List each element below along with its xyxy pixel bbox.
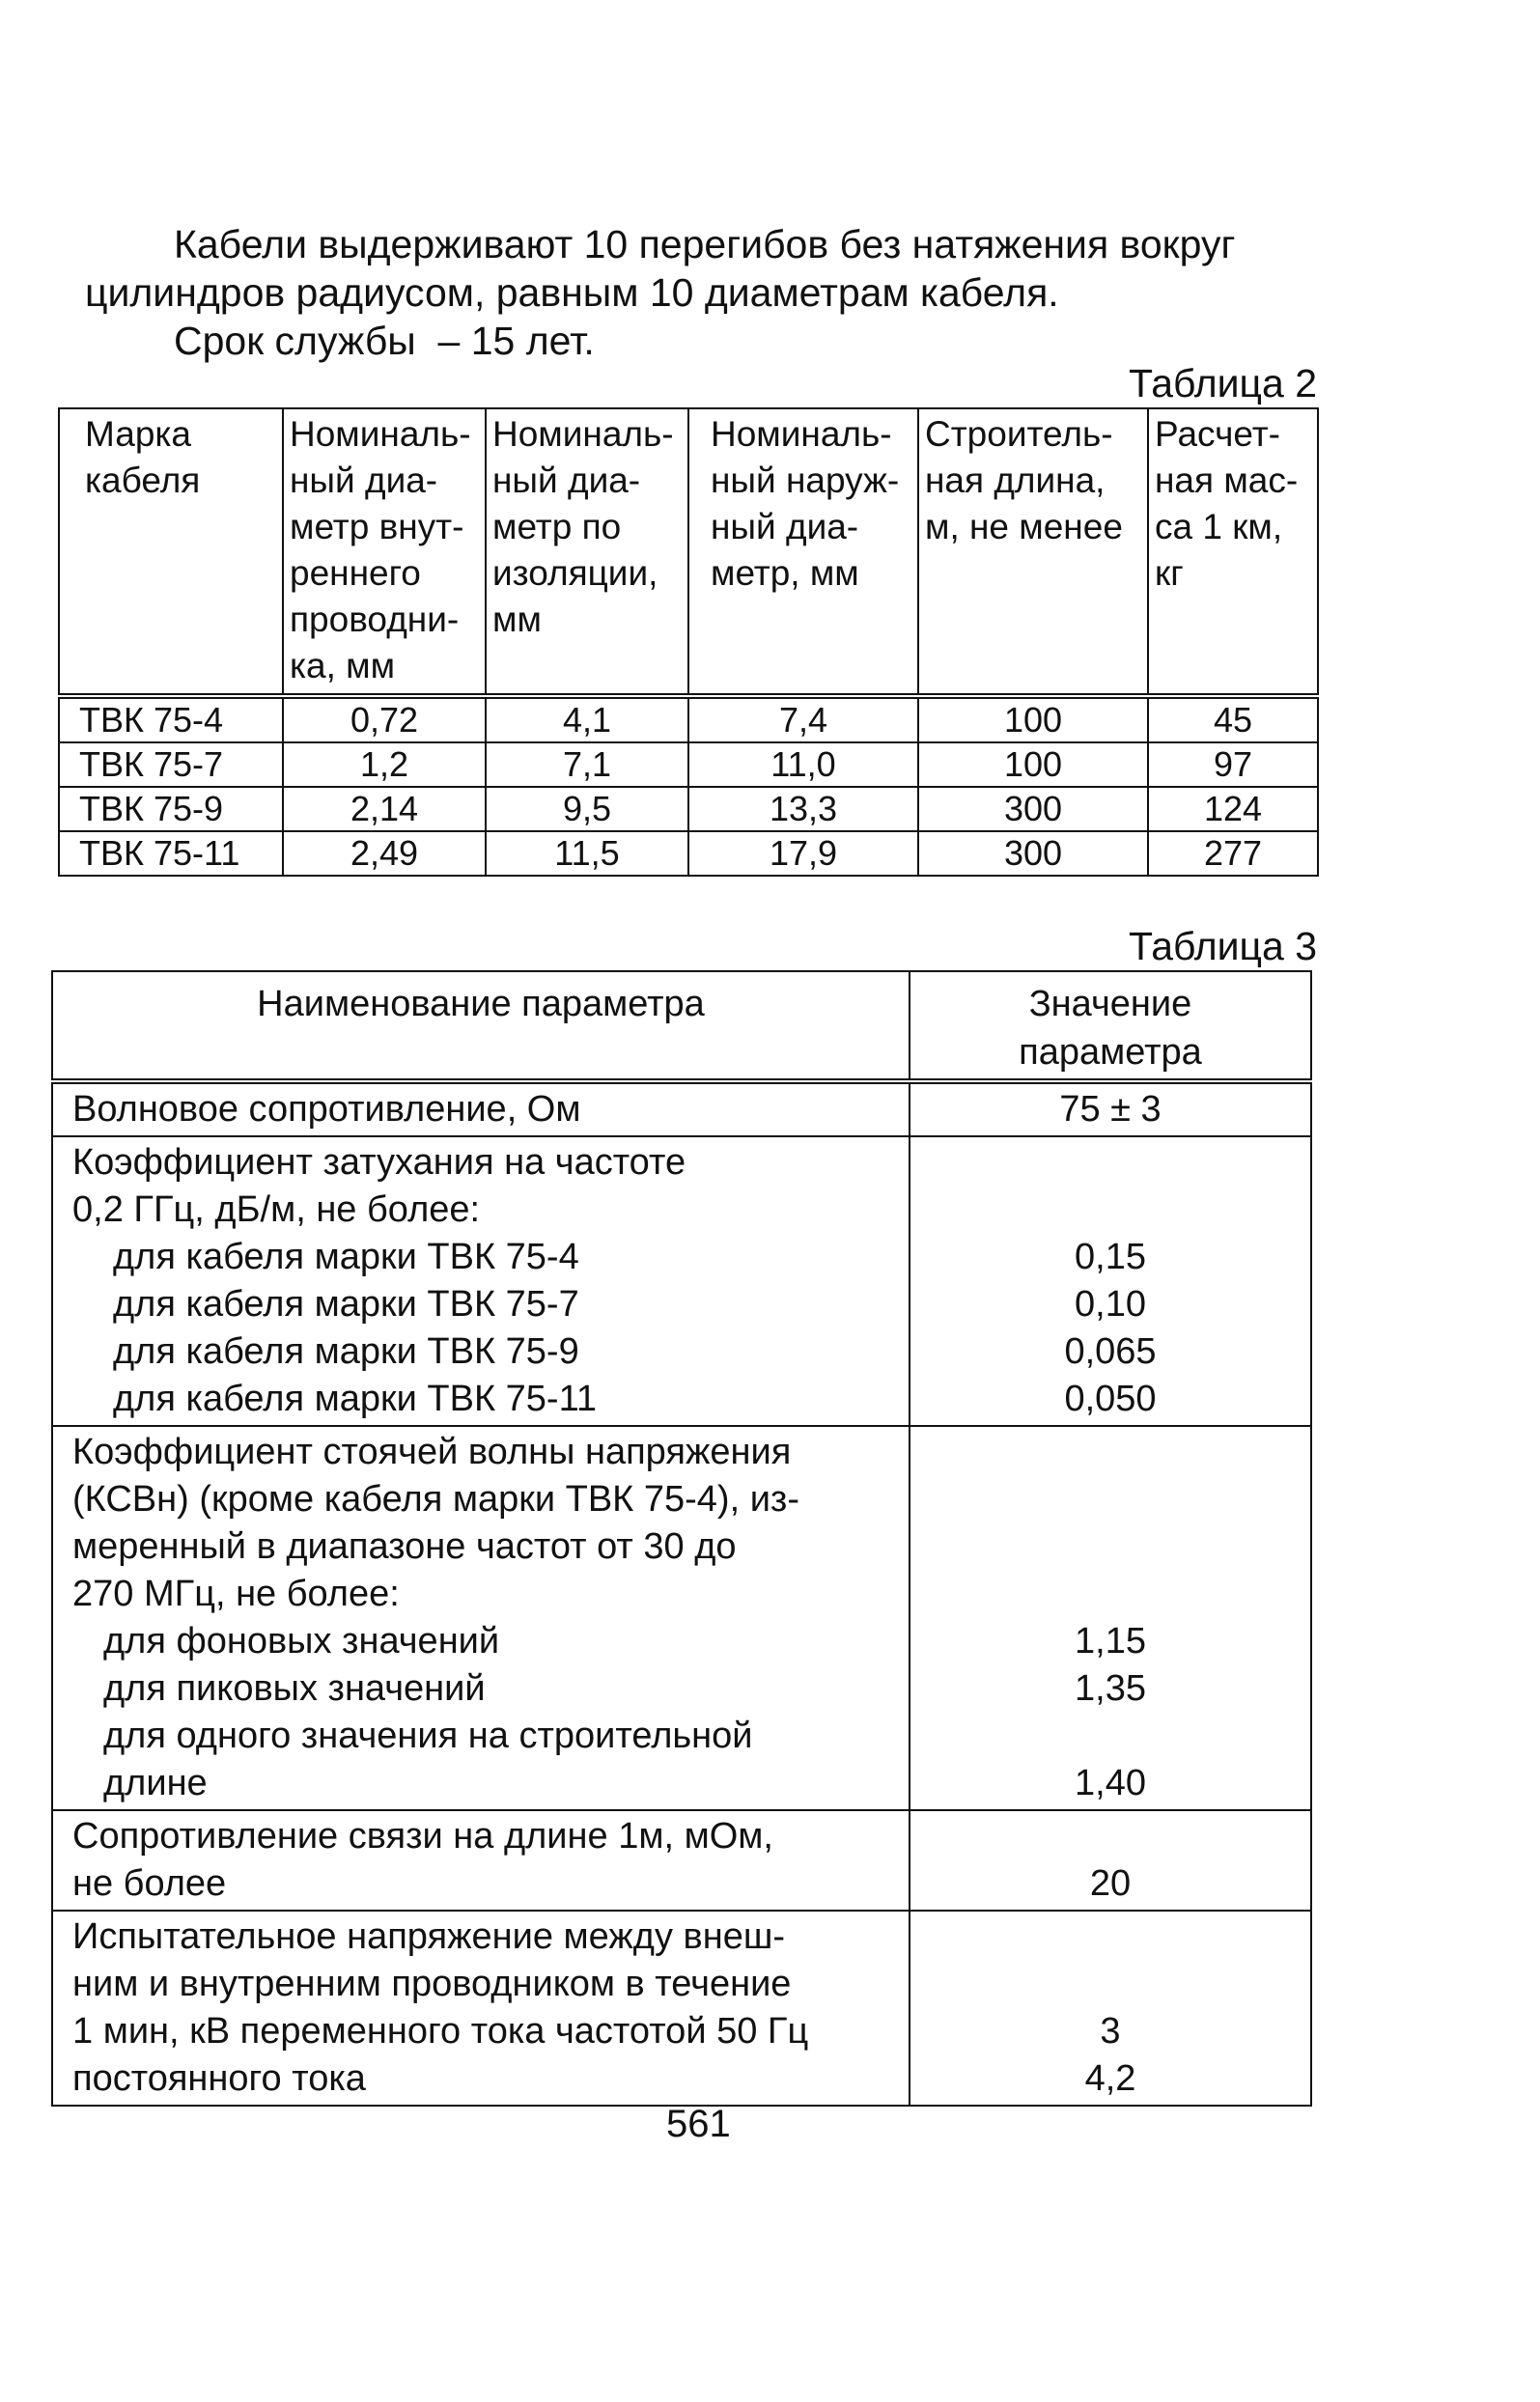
table2-cell: 0,72 <box>283 696 486 742</box>
table3-param-cell: Коэффициент затухания на частоте 0,2 ГГц, дБ/м, не более: для кабеля марки ТВК 75-4 для кабеля марки ТВК 75-7 для кабеля марки ТВК 75-9 для кабеля марки ТВК 75-11 <box>52 1136 910 1426</box>
table2-cell: ТВК 75-11 <box>59 831 283 876</box>
table-2 <box>58 407 1319 877</box>
table3-header-value: Значение параметра <box>910 971 1311 1081</box>
table2-cell: ТВК 75-9 <box>59 787 283 831</box>
table2-header-cell: Строитель- ная длина, м, не менее <box>918 408 1148 696</box>
table2-header-cell: Марка кабеля <box>59 408 283 696</box>
table2-header-cell: Расчет- ная мас- са 1 км, кг <box>1148 408 1318 696</box>
table3-value-cell: 20 <box>910 1810 1311 1911</box>
table3-param-cell: Волновое сопротивление, Ом <box>52 1081 910 1136</box>
table2-cell: 45 <box>1148 696 1318 742</box>
service-life-text: Срок службы – 15 лет. <box>174 319 595 363</box>
table2-cell: 7,4 <box>688 696 918 742</box>
intro-paragraph-2 <box>85 317 1429 365</box>
table3-value-cell: 0,15 0,10 0,065 0,050 <box>910 1136 1311 1426</box>
table3-param-cell: Сопротивление связи на длине 1м, мОм, не более <box>52 1810 910 1911</box>
table2-header-row <box>59 408 1318 696</box>
table2-caption: Таблица 2 <box>1129 361 1317 405</box>
table-3 <box>51 970 1312 2107</box>
table3-header-parameter: Наименование параметра <box>52 971 910 1081</box>
table2-header-cell: Номиналь- ный наруж- ный диа- метр, мм <box>688 408 918 696</box>
intro-paragraph-1 <box>85 220 1340 317</box>
table3-caption: Таблица 3 <box>1129 924 1317 968</box>
table2-cell: 300 <box>918 787 1148 831</box>
table2-cell: 2,14 <box>283 787 486 831</box>
table2-cell: 100 <box>918 696 1148 742</box>
table2-cell: 13,3 <box>688 787 918 831</box>
page-number: 561 <box>666 2103 731 2145</box>
table-row <box>52 1081 1311 1136</box>
table3-value-cell: 1,15 1,35 1,40 <box>910 1426 1311 1810</box>
table2-cell: 100 <box>918 742 1148 787</box>
table2-cell: 4,1 <box>486 696 688 742</box>
table2-cell: 2,49 <box>283 831 486 876</box>
table2-cell: 1,2 <box>283 742 486 787</box>
table3-value-cell: 3 4,2 <box>910 1911 1311 2106</box>
table2-header-cell: Номиналь- ный диа- метр внут- реннего проводни- ка, мм <box>283 408 486 696</box>
table-row <box>59 787 1318 831</box>
table3-param-cell: Испытательное напряжение между внеш- ним и внутренним проводником в течение 1 мин, кВ переменного тока частотой 50 Гц постоянного тока <box>52 1911 910 2106</box>
table2-cell: ТВК 75-4 <box>59 696 283 742</box>
table-row <box>59 831 1318 876</box>
table2-cell: 277 <box>1148 831 1318 876</box>
table3-header-row <box>52 971 1311 1081</box>
table2-header-cell: Номиналь- ный диа- метр по изоляции, мм <box>486 408 688 696</box>
intro-line: Кабели выдерживают 10 перегибов без натяжения вокруг <box>174 222 1236 266</box>
table-row <box>52 1810 1311 1911</box>
table2-cell: 300 <box>918 831 1148 876</box>
table-row <box>59 696 1318 742</box>
table2-cell: ТВК 75-7 <box>59 742 283 787</box>
table2-cell: 17,9 <box>688 831 918 876</box>
table-row <box>59 742 1318 787</box>
table2-cell: 11,0 <box>688 742 918 787</box>
intro-line: цилиндров радиусом, равным 10 диаметрам кабеля. <box>85 270 1059 315</box>
table3-param-cell: Коэффициент стоячей волны напряжения (КСВн) (кроме кабеля марки ТВК 75-4), из- меренный в диапазоне частот от 30 до 270 МГц, не более: для фоновых значений для пиковых значений для одного значения на строительной длине <box>52 1426 910 1810</box>
table2-cell: 97 <box>1148 742 1318 787</box>
table-row <box>52 1911 1311 2106</box>
table3-value-cell: 75 ± 3 <box>910 1081 1311 1136</box>
table2-cell: 124 <box>1148 787 1318 831</box>
table-row <box>52 1136 1311 1426</box>
table2-cell: 11,5 <box>486 831 688 876</box>
table2-cell: 9,5 <box>486 787 688 831</box>
table-row <box>52 1426 1311 1810</box>
table2-cell: 7,1 <box>486 742 688 787</box>
